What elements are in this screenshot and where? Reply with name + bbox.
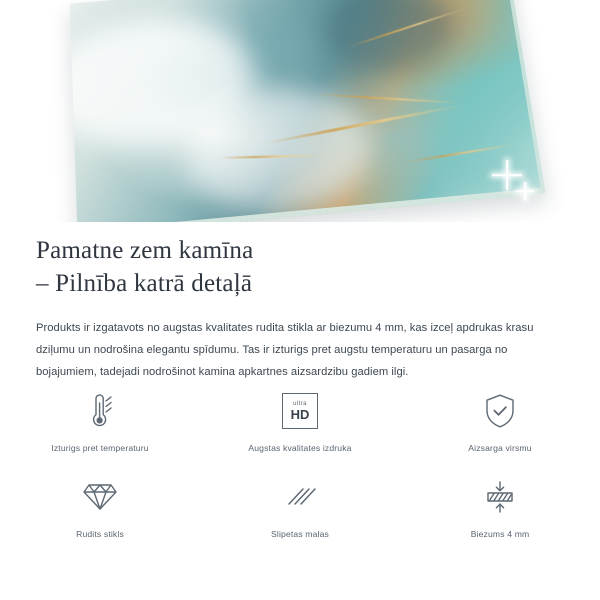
thermometer-icon	[82, 390, 118, 432]
page-title	[0, 222, 600, 300]
marble-glass-panel	[70, 0, 546, 222]
feature-caption: Izturigs pret temperaturu	[51, 443, 149, 453]
hero-image	[0, 0, 600, 222]
headline-line-1: Pamatne zem kamīna	[36, 237, 254, 264]
headline-line-2: – Pilnība katrā detaļā	[36, 270, 253, 297]
feature-grid	[0, 390, 600, 548]
feature-item-print-quality	[200, 390, 400, 462]
ultra-label: ultra	[293, 401, 307, 407]
feature-caption: Slipetas malas	[271, 529, 329, 539]
feature-caption: Rudits stikls	[76, 529, 124, 539]
ultra-hd-icon	[282, 390, 318, 432]
feature-item-thickness	[400, 476, 600, 548]
feature-caption: Biezums 4 mm	[470, 529, 530, 539]
thickness-icon	[480, 476, 520, 518]
feature-caption: Augstas kvalitates izdruka	[248, 443, 352, 453]
feature-item-temperature	[0, 390, 200, 462]
text-content	[0, 222, 600, 384]
feature-item-tempered-glass	[0, 476, 200, 548]
feature-item-polished-edges	[200, 476, 400, 548]
diamond-icon	[81, 476, 119, 518]
hd-label: HD	[290, 407, 310, 422]
description-paragraph: Produkts ir izgatavots no augstas kvalitates rudita stikla ar biezumu 4 mm, kas izceļ apdrukas krasu dziļumu un nodrošina elegantu spīdumu. Tas ir izturigs pret augstu temperaturu un pasarga no bojajumiem, tadejadi nodrošinot kamina apkartnes aizsardzibu gadiem ilgi.	[36, 322, 534, 378]
feature-caption: Aizsarga virsmu	[468, 443, 532, 453]
shield-check-icon	[483, 390, 517, 432]
feature-item-surface-protection	[400, 390, 600, 462]
beveled-edges-icon	[281, 476, 319, 518]
